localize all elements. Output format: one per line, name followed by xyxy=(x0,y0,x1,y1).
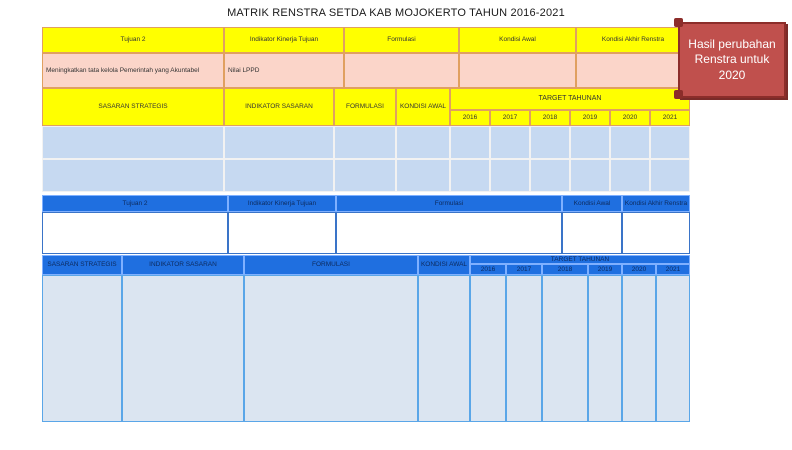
bottom-kondisi-akhir-label: Kondisi Akhir Renstra xyxy=(622,195,690,212)
bottom-sasaran-header: SASARAN STRATEGIS xyxy=(42,255,122,275)
top-year-2019: 2019 xyxy=(570,110,610,126)
top-formulasi-header: FORMULASI xyxy=(334,88,396,126)
bottom-indikator-value xyxy=(228,212,336,254)
top-year-2020: 2020 xyxy=(610,110,650,126)
top-tujuan-label: Tujuan 2 xyxy=(42,27,224,53)
table-cell xyxy=(650,159,690,192)
table-cell xyxy=(42,275,122,422)
note-pin-icon xyxy=(674,90,683,99)
top-kondisi-akhir-label: Kondisi Akhir Renstra xyxy=(576,27,690,53)
page-title: MATRIK RENSTRA SETDA KAB MOJOKERTO TAHUN 2016-2021 xyxy=(227,7,565,19)
top-year-2016: 2016 xyxy=(450,110,490,126)
top-indikator-label: Indikator Kinerja Tujuan xyxy=(224,27,344,53)
table-cell xyxy=(610,126,650,159)
top-tujuan-value: Meningkatkan tata kelola Pemerintah yang Akuntabel xyxy=(42,53,224,88)
top-target-header: TARGET TAHUNAN xyxy=(450,88,690,110)
bottom-indikator-label: Indikator Kinerja Tujuan xyxy=(228,195,336,212)
bottom-kondisi-awal-label: Kondisi Awal xyxy=(562,195,622,212)
table-cell xyxy=(506,275,542,422)
bottom-kondisi-awal-value xyxy=(562,212,622,254)
bottom-tujuan-label: Tujuan 2 xyxy=(42,195,228,212)
top-kondisi-awal-label: Kondisi Awal xyxy=(459,27,576,53)
table-cell xyxy=(42,159,224,192)
bottom-formulasi-value xyxy=(336,212,562,254)
top-indikator-value: Nilai LPPD xyxy=(224,53,344,88)
table-cell xyxy=(570,159,610,192)
bottom-year-2018: 2018 xyxy=(542,264,588,275)
table-cell xyxy=(490,126,530,159)
bottom-indikator-sasaran-header: INDIKATOR SASARAN xyxy=(122,255,244,275)
bottom-year-2020: 2020 xyxy=(622,264,656,275)
top-kondisi-awal-header: KONDISI AWAL xyxy=(396,88,450,126)
bottom-year-2016: 2016 xyxy=(470,264,506,275)
table-cell xyxy=(396,126,450,159)
table-cell xyxy=(244,275,418,422)
table-cell xyxy=(490,159,530,192)
bottom-kondisi-akhir-value xyxy=(622,212,690,254)
table-cell xyxy=(656,275,690,422)
top-kondisi-awal-value xyxy=(459,53,576,88)
table-cell xyxy=(450,126,490,159)
revision-note: Hasil perubahan Renstra untuk 2020 xyxy=(678,22,786,98)
table-cell xyxy=(530,126,570,159)
table-cell xyxy=(530,159,570,192)
table-cell xyxy=(622,275,656,422)
bottom-tujuan-value xyxy=(42,212,228,254)
table-cell xyxy=(542,275,588,422)
bottom-formulasi-label: Formulasi xyxy=(336,195,562,212)
table-cell xyxy=(42,126,224,159)
table-cell xyxy=(224,126,334,159)
table-cell xyxy=(334,159,396,192)
table-cell xyxy=(610,159,650,192)
top-year-2018: 2018 xyxy=(530,110,570,126)
table-cell xyxy=(650,126,690,159)
table-cell xyxy=(418,275,470,422)
table-cell xyxy=(334,126,396,159)
bottom-formulasi-header: FORMULASI xyxy=(244,255,418,275)
top-year-2021: 2021 xyxy=(650,110,690,126)
top-sasaran-header: SASARAN STRATEGIS xyxy=(42,88,224,126)
bottom-kondisi-awal-header: KONDISI AWAL xyxy=(418,255,470,275)
table-cell xyxy=(570,126,610,159)
table-cell xyxy=(588,275,622,422)
top-formulasi-value xyxy=(344,53,459,88)
note-pin-icon xyxy=(674,18,683,27)
top-year-2017: 2017 xyxy=(490,110,530,126)
table-cell xyxy=(224,159,334,192)
bottom-target-header: TARGET TAHUNAN xyxy=(470,255,690,264)
table-cell xyxy=(470,275,506,422)
top-indikator-sasaran-header: INDIKATOR SASARAN xyxy=(224,88,334,126)
bottom-year-2017: 2017 xyxy=(506,264,542,275)
table-cell xyxy=(450,159,490,192)
table-cell xyxy=(122,275,244,422)
bottom-year-2021: 2021 xyxy=(656,264,690,275)
top-formulasi-label: Formulasi xyxy=(344,27,459,53)
bottom-year-2019: 2019 xyxy=(588,264,622,275)
top-kondisi-akhir-value xyxy=(576,53,690,88)
table-cell xyxy=(396,159,450,192)
